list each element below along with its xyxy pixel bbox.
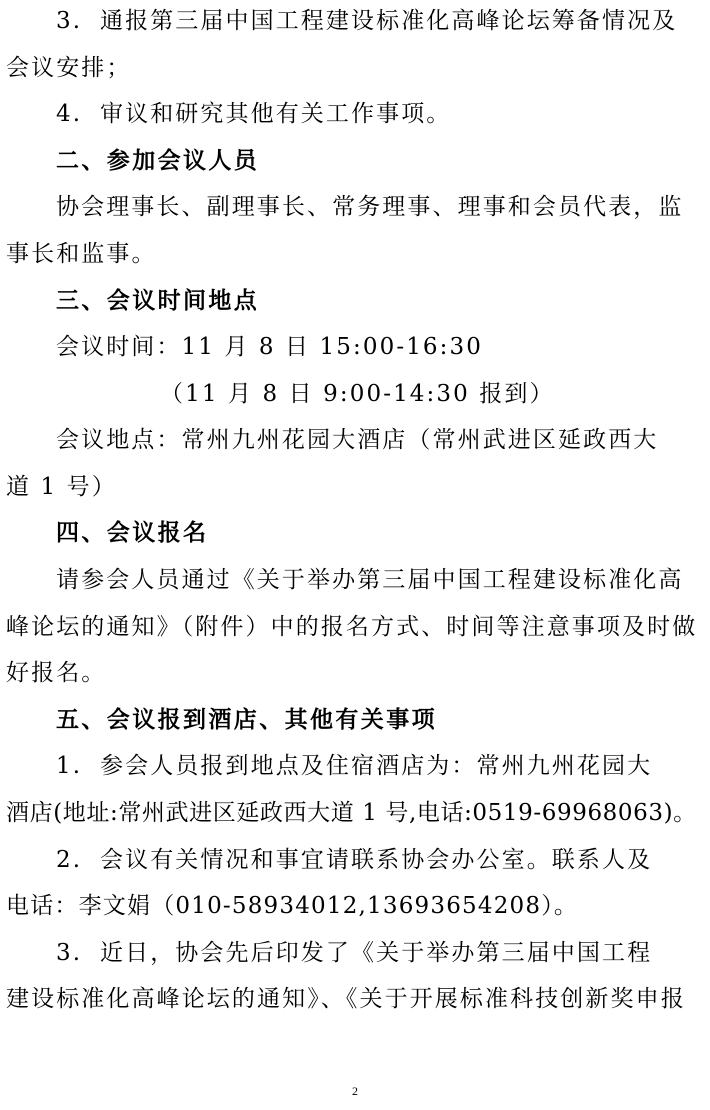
item-3-line-1 xyxy=(0,6,710,36)
section-5-item-1-line-2: 酒店(地址:常州武进区延政西大道 1 号,电话:0519-69968063)。 xyxy=(6,800,697,826)
section-4-line-1: 请参会人员通过《关于举办第三届中国工程建设标准化高 xyxy=(56,567,684,593)
checkin-time-line: （11 月 8 日 9:00-14:30 报到） xyxy=(160,381,555,407)
page-number: 2 xyxy=(352,1084,358,1098)
section-5-item-3-line-2: 建设标准化高峰论坛的通知》、《关于开展标准科技创新奖申报 xyxy=(6,986,686,1012)
section-2-line-1: 协会理事长、副理事长、常务理事、理事和会员代表，监 xyxy=(56,194,684,220)
item-3-text: 通报第三届中国工程建设标准化高峰论坛筹备情况及 xyxy=(100,8,678,34)
section-4-heading: 四、会议报名 xyxy=(56,520,209,546)
section-5-item-2-text: 会议有关情况和事宜请联系协会办公室。联系人及 xyxy=(100,847,653,873)
section-4-line-2: 峰论坛的通知》（附件）中的报名方式、时间等注意事项及时做 xyxy=(6,614,698,640)
section-5-heading: 五、会议报到酒店、其他有关事项 xyxy=(56,707,437,733)
section-5-item-1-text: 参会人员报到地点及住宿酒店为：常州九州花园大 xyxy=(100,753,653,779)
section-2-heading: 二、参加会议人员 xyxy=(56,148,260,174)
section-5-item-3-text: 近日，协会先后印发了《关于举办第三届中国工程 xyxy=(100,940,653,966)
section-5-item-1-line-1 xyxy=(0,751,710,781)
item-3-number: 3. xyxy=(56,8,83,34)
item-4-text: 审议和研究其他有关工作事项。 xyxy=(100,101,452,127)
meeting-place-line-1: 会议地点：常州九州花园大酒店（常州武进区延政西大 xyxy=(56,427,659,453)
section-4-line-3: 好报名。 xyxy=(6,660,107,686)
item-4-line xyxy=(0,99,710,129)
item-4-number: 4. xyxy=(56,101,83,127)
item-3-line-2: 会议安排； xyxy=(6,55,132,81)
section-3-heading: 三、会议时间地点 xyxy=(56,288,260,314)
section-2-line-2: 事长和监事。 xyxy=(6,241,157,267)
section-5-item-3-line-1 xyxy=(0,938,710,968)
section-5-item-2-line-2: 电话：李文娟（010-58934012,13693654208）。 xyxy=(6,893,579,919)
meeting-time-line: 会议时间：11 月 8 日 15:00-16:30 xyxy=(56,334,483,360)
meeting-place-line-2: 道 1 号） xyxy=(6,474,117,500)
section-5-item-3-number: 3. xyxy=(56,940,83,966)
section-5-item-2-number: 2. xyxy=(56,847,83,873)
section-5-item-1-number: 1. xyxy=(56,753,83,779)
section-5-item-2-line-1 xyxy=(0,845,710,875)
